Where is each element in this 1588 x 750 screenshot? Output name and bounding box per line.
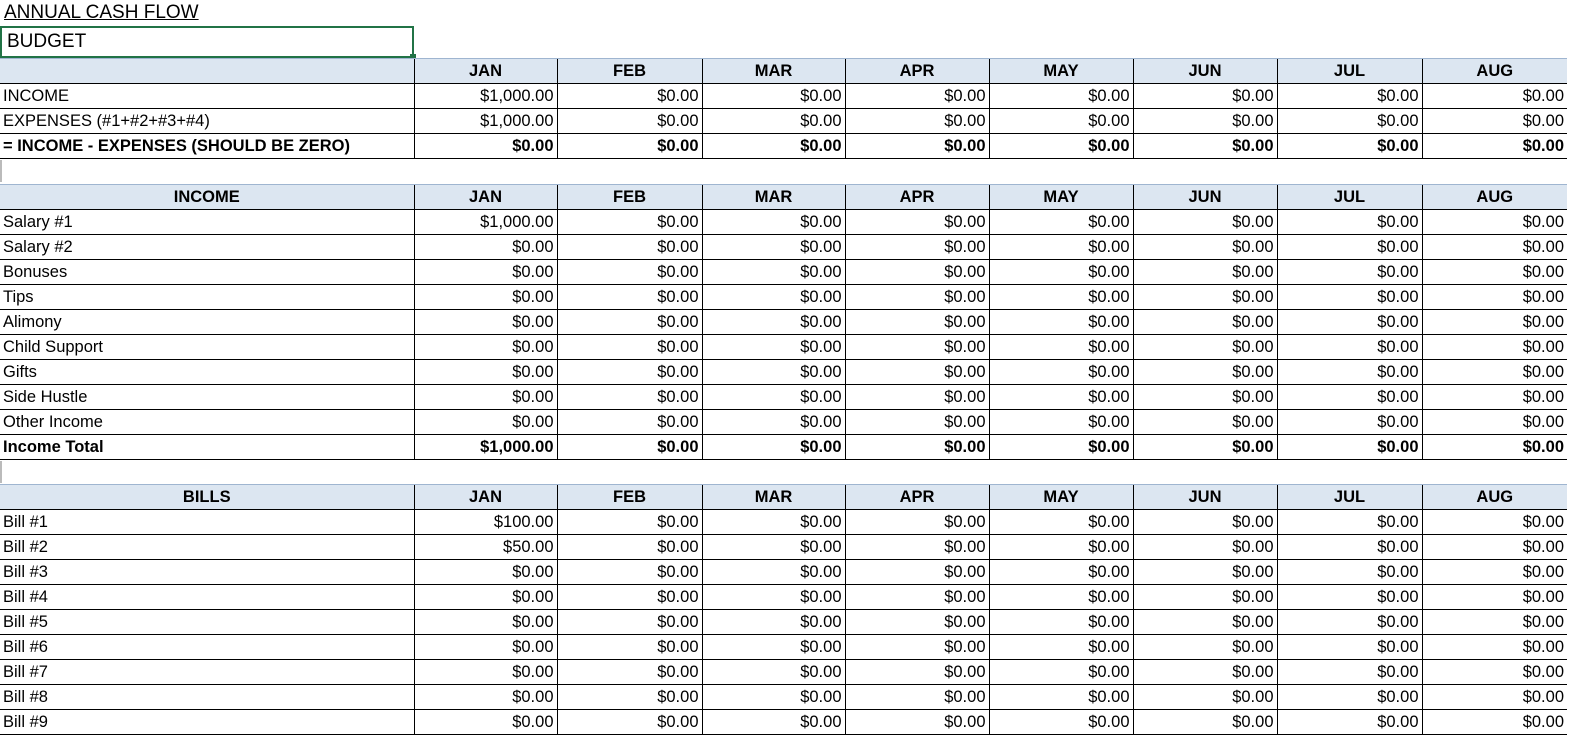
value-cell-jan[interactable]: $0.00 bbox=[414, 285, 557, 310]
value-cell-jun[interactable]: $0.00 bbox=[1133, 535, 1277, 560]
value-cell-jul[interactable]: $0.00 bbox=[1277, 410, 1422, 435]
value-cell-apr[interactable]: $0.00 bbox=[845, 385, 989, 410]
value-cell-aug[interactable]: $0.00 bbox=[1422, 535, 1567, 560]
value-cell-aug[interactable]: $0.00 bbox=[1422, 260, 1567, 285]
value-cell-jun[interactable]: $0.00 bbox=[1133, 335, 1277, 360]
row-label-cell[interactable]: Child Support bbox=[0, 335, 414, 360]
value-cell-jul[interactable]: $0.00 bbox=[1277, 134, 1422, 159]
value-cell-apr[interactable]: $0.00 bbox=[845, 260, 989, 285]
value-cell-apr[interactable]: $0.00 bbox=[845, 710, 989, 735]
value-cell-feb[interactable]: $0.00 bbox=[557, 134, 702, 159]
month-header-jun[interactable]: JUN bbox=[1133, 59, 1277, 84]
value-cell-mar[interactable]: $0.00 bbox=[702, 335, 845, 360]
value-cell-jul[interactable]: $0.00 bbox=[1277, 560, 1422, 585]
value-cell-jan[interactable]: $0.00 bbox=[414, 134, 557, 159]
value-cell-apr[interactable]: $0.00 bbox=[845, 610, 989, 635]
value-cell-jun[interactable]: $0.00 bbox=[1133, 360, 1277, 385]
row-label-cell[interactable]: Income Total bbox=[0, 435, 414, 460]
value-cell-jul[interactable]: $0.00 bbox=[1277, 660, 1422, 685]
row-label-cell[interactable]: Other Income bbox=[0, 410, 414, 435]
value-cell-aug[interactable]: $0.00 bbox=[1422, 560, 1567, 585]
value-cell-jan[interactable]: $100.00 bbox=[414, 510, 557, 535]
value-cell-jul[interactable]: $0.00 bbox=[1277, 360, 1422, 385]
month-header-jan[interactable]: JAN bbox=[414, 59, 557, 84]
summary-header-label[interactable] bbox=[0, 59, 414, 84]
page-title: ANNUAL CASH FLOW bbox=[4, 2, 199, 23]
value-cell-may[interactable]: $0.00 bbox=[989, 660, 1133, 685]
value-cell-jul[interactable]: $0.00 bbox=[1277, 385, 1422, 410]
row-gap bbox=[0, 461, 2, 483]
value-cell-mar[interactable]: $0.00 bbox=[702, 510, 845, 535]
value-cell-jun[interactable]: $0.00 bbox=[1133, 84, 1277, 109]
month-header-feb[interactable]: FEB bbox=[557, 185, 702, 210]
row-label-cell[interactable]: Alimony bbox=[0, 310, 414, 335]
value-cell-jan[interactable]: $0.00 bbox=[414, 335, 557, 360]
value-cell-feb[interactable]: $0.00 bbox=[557, 410, 702, 435]
value-cell-jun[interactable]: $0.00 bbox=[1133, 385, 1277, 410]
table-row bbox=[0, 310, 1567, 335]
value-cell-jun[interactable]: $0.00 bbox=[1133, 560, 1277, 585]
value-cell-jul[interactable]: $0.00 bbox=[1277, 585, 1422, 610]
value-cell-apr[interactable]: $0.00 bbox=[845, 335, 989, 360]
value-cell-aug[interactable]: $0.00 bbox=[1422, 310, 1567, 335]
value-cell-jan[interactable]: $1,000.00 bbox=[414, 84, 557, 109]
value-cell-feb[interactable]: $0.00 bbox=[557, 285, 702, 310]
value-cell-mar[interactable]: $0.00 bbox=[702, 210, 845, 235]
row-label-cell[interactable]: Bill #4 bbox=[0, 585, 414, 610]
value-cell-mar[interactable]: $0.00 bbox=[702, 660, 845, 685]
value-cell-jun[interactable]: $0.00 bbox=[1133, 660, 1277, 685]
value-cell-feb[interactable]: $0.00 bbox=[557, 685, 702, 710]
summary-header-row bbox=[0, 59, 1567, 84]
value-cell-may[interactable]: $0.00 bbox=[989, 109, 1133, 134]
value-cell-jan[interactable]: $0.00 bbox=[414, 685, 557, 710]
value-cell-apr[interactable]: $0.00 bbox=[845, 210, 989, 235]
table-row bbox=[0, 285, 1567, 310]
table-row bbox=[0, 510, 1567, 535]
value-cell-jun[interactable]: $0.00 bbox=[1133, 210, 1277, 235]
value-cell-jul[interactable]: $0.00 bbox=[1277, 635, 1422, 660]
value-cell-mar[interactable]: $0.00 bbox=[702, 685, 845, 710]
value-cell-jul[interactable]: $0.00 bbox=[1277, 610, 1422, 635]
value-cell-apr[interactable]: $0.00 bbox=[845, 510, 989, 535]
value-cell-jun[interactable]: $0.00 bbox=[1133, 109, 1277, 134]
value-cell-jul[interactable]: $0.00 bbox=[1277, 235, 1422, 260]
value-cell-may[interactable]: $0.00 bbox=[989, 260, 1133, 285]
value-cell-apr[interactable]: $0.00 bbox=[845, 360, 989, 385]
month-header-aug[interactable]: AUG bbox=[1422, 485, 1567, 510]
value-cell-mar[interactable]: $0.00 bbox=[702, 710, 845, 735]
row-label-cell[interactable]: Bill #7 bbox=[0, 660, 414, 685]
value-cell-feb[interactable]: $0.00 bbox=[557, 210, 702, 235]
value-cell-mar[interactable]: $0.00 bbox=[702, 585, 845, 610]
value-cell-apr[interactable]: $0.00 bbox=[845, 585, 989, 610]
value-cell-mar[interactable]: $0.00 bbox=[702, 560, 845, 585]
month-header-mar[interactable]: MAR bbox=[702, 185, 845, 210]
value-cell-jun[interactable]: $0.00 bbox=[1133, 610, 1277, 635]
row-gap bbox=[0, 160, 2, 182]
value-cell-mar[interactable]: $0.00 bbox=[702, 435, 845, 460]
bills-header-label[interactable]: BILLS bbox=[0, 485, 414, 510]
value-cell-aug[interactable]: $0.00 bbox=[1422, 335, 1567, 360]
value-cell-jul[interactable]: $0.00 bbox=[1277, 84, 1422, 109]
value-cell-may[interactable]: $0.00 bbox=[989, 310, 1133, 335]
month-header-jan[interactable]: JAN bbox=[414, 185, 557, 210]
row-label-cell[interactable]: Salary #2 bbox=[0, 235, 414, 260]
month-header-jul[interactable]: JUL bbox=[1277, 485, 1422, 510]
value-cell-apr[interactable]: $0.00 bbox=[845, 685, 989, 710]
value-cell-mar[interactable]: $0.00 bbox=[702, 610, 845, 635]
row-label-cell[interactable]: Gifts bbox=[0, 360, 414, 385]
value-cell-mar[interactable]: $0.00 bbox=[702, 310, 845, 335]
value-cell-jan[interactable]: $0.00 bbox=[414, 310, 557, 335]
value-cell-jun[interactable]: $0.00 bbox=[1133, 285, 1277, 310]
value-cell-apr[interactable]: $0.00 bbox=[845, 310, 989, 335]
value-cell-jul[interactable]: $0.00 bbox=[1277, 109, 1422, 134]
value-cell-jun[interactable]: $0.00 bbox=[1133, 134, 1277, 159]
month-header-apr[interactable]: APR bbox=[845, 485, 989, 510]
value-cell-jul[interactable]: $0.00 bbox=[1277, 285, 1422, 310]
table-row bbox=[0, 660, 1567, 685]
table-row bbox=[0, 385, 1567, 410]
table-row bbox=[0, 109, 1567, 134]
value-cell-jul[interactable]: $0.00 bbox=[1277, 210, 1422, 235]
value-cell-may[interactable]: $0.00 bbox=[989, 435, 1133, 460]
value-cell-jul[interactable]: $0.00 bbox=[1277, 685, 1422, 710]
value-cell-apr[interactable]: $0.00 bbox=[845, 285, 989, 310]
value-cell-may[interactable]: $0.00 bbox=[989, 510, 1133, 535]
value-cell-aug[interactable]: $0.00 bbox=[1422, 635, 1567, 660]
value-cell-mar[interactable]: $0.00 bbox=[702, 260, 845, 285]
value-cell-feb[interactable]: $0.00 bbox=[557, 660, 702, 685]
month-header-aug[interactable]: AUG bbox=[1422, 59, 1567, 84]
value-cell-aug[interactable]: $0.00 bbox=[1422, 285, 1567, 310]
value-cell-may[interactable]: $0.00 bbox=[989, 235, 1133, 260]
value-cell-apr[interactable]: $0.00 bbox=[845, 535, 989, 560]
value-cell-jan[interactable]: $50.00 bbox=[414, 535, 557, 560]
value-cell-jun[interactable]: $0.00 bbox=[1133, 310, 1277, 335]
value-cell-aug[interactable]: $0.00 bbox=[1422, 685, 1567, 710]
month-header-may[interactable]: MAY bbox=[989, 59, 1133, 84]
value-cell-aug[interactable]: $0.00 bbox=[1422, 660, 1567, 685]
value-cell-mar[interactable]: $0.00 bbox=[702, 360, 845, 385]
value-cell-may[interactable]: $0.00 bbox=[989, 685, 1133, 710]
row-label-cell[interactable]: Bill #6 bbox=[0, 635, 414, 660]
month-header-feb[interactable]: FEB bbox=[557, 485, 702, 510]
bills-header-row bbox=[0, 485, 1567, 510]
value-cell-apr[interactable]: $0.00 bbox=[845, 660, 989, 685]
table-row bbox=[0, 535, 1567, 560]
value-cell-feb[interactable]: $0.00 bbox=[557, 435, 702, 460]
value-cell-apr[interactable]: $0.00 bbox=[845, 134, 989, 159]
table-row bbox=[0, 235, 1567, 260]
value-cell-feb[interactable]: $0.00 bbox=[557, 360, 702, 385]
value-cell-jan[interactable]: $0.00 bbox=[414, 635, 557, 660]
value-cell-jun[interactable]: $0.00 bbox=[1133, 235, 1277, 260]
value-cell-jul[interactable]: $0.00 bbox=[1277, 535, 1422, 560]
value-cell-jan[interactable]: $0.00 bbox=[414, 710, 557, 735]
value-cell-may[interactable]: $0.00 bbox=[989, 385, 1133, 410]
value-cell-jan[interactable]: $1,000.00 bbox=[414, 435, 557, 460]
table-row bbox=[0, 360, 1567, 385]
value-cell-may[interactable]: $0.00 bbox=[989, 84, 1133, 109]
value-cell-jan[interactable]: $0.00 bbox=[414, 260, 557, 285]
value-cell-aug[interactable]: $0.00 bbox=[1422, 410, 1567, 435]
month-header-may[interactable]: MAY bbox=[989, 185, 1133, 210]
value-cell-feb[interactable]: $0.00 bbox=[557, 560, 702, 585]
value-cell-feb[interactable]: $0.00 bbox=[557, 335, 702, 360]
selected-cell-budget[interactable]: BUDGET bbox=[0, 26, 414, 58]
value-cell-feb[interactable]: $0.00 bbox=[557, 710, 702, 735]
value-cell-aug[interactable]: $0.00 bbox=[1422, 134, 1567, 159]
month-header-mar[interactable]: MAR bbox=[702, 485, 845, 510]
value-cell-feb[interactable]: $0.00 bbox=[557, 385, 702, 410]
value-cell-may[interactable]: $0.00 bbox=[989, 210, 1133, 235]
value-cell-jun[interactable]: $0.00 bbox=[1133, 510, 1277, 535]
value-cell-apr[interactable]: $0.00 bbox=[845, 410, 989, 435]
row-label-cell[interactable]: Side Hustle bbox=[0, 385, 414, 410]
table-row bbox=[0, 210, 1567, 235]
value-cell-jun[interactable]: $0.00 bbox=[1133, 435, 1277, 460]
table-row bbox=[0, 435, 1567, 460]
table-row bbox=[0, 710, 1567, 735]
row-label-cell[interactable]: Bill #8 bbox=[0, 685, 414, 710]
value-cell-aug[interactable]: $0.00 bbox=[1422, 210, 1567, 235]
table-row bbox=[0, 635, 1567, 660]
value-cell-feb[interactable]: $0.00 bbox=[557, 535, 702, 560]
value-cell-jun[interactable]: $0.00 bbox=[1133, 410, 1277, 435]
month-header-mar[interactable]: MAR bbox=[702, 59, 845, 84]
value-cell-may[interactable]: $0.00 bbox=[989, 335, 1133, 360]
table-row bbox=[0, 685, 1567, 710]
row-label-cell[interactable]: Bill #5 bbox=[0, 610, 414, 635]
table-row bbox=[0, 335, 1567, 360]
value-cell-feb[interactable]: $0.00 bbox=[557, 109, 702, 134]
value-cell-feb[interactable]: $0.00 bbox=[557, 260, 702, 285]
value-cell-may[interactable]: $0.00 bbox=[989, 360, 1133, 385]
row-label-cell[interactable]: INCOME bbox=[0, 84, 414, 109]
table-row bbox=[0, 585, 1567, 610]
value-cell-apr[interactable]: $0.00 bbox=[845, 560, 989, 585]
value-cell-mar[interactable]: $0.00 bbox=[702, 285, 845, 310]
row-label-cell[interactable]: Bill #3 bbox=[0, 560, 414, 585]
value-cell-aug[interactable]: $0.00 bbox=[1422, 385, 1567, 410]
value-cell-may[interactable]: $0.00 bbox=[989, 585, 1133, 610]
value-cell-aug[interactable]: $0.00 bbox=[1422, 610, 1567, 635]
month-header-feb[interactable]: FEB bbox=[557, 59, 702, 84]
row-label-cell[interactable]: Bill #1 bbox=[0, 510, 414, 535]
row-label-cell[interactable]: Bill #2 bbox=[0, 535, 414, 560]
month-header-jun[interactable]: JUN bbox=[1133, 185, 1277, 210]
income-header-row bbox=[0, 185, 1567, 210]
month-header-jun[interactable]: JUN bbox=[1133, 485, 1277, 510]
row-label-cell[interactable]: Bonuses bbox=[0, 260, 414, 285]
row-label-cell[interactable]: Tips bbox=[0, 285, 414, 310]
value-cell-jan[interactable]: $0.00 bbox=[414, 660, 557, 685]
value-cell-mar[interactable]: $0.00 bbox=[702, 635, 845, 660]
value-cell-apr[interactable]: $0.00 bbox=[845, 109, 989, 134]
value-cell-apr[interactable]: $0.00 bbox=[845, 235, 989, 260]
table-row bbox=[0, 560, 1567, 585]
value-cell-jan[interactable]: $0.00 bbox=[414, 610, 557, 635]
value-cell-mar[interactable]: $0.00 bbox=[702, 410, 845, 435]
value-cell-jan[interactable]: $0.00 bbox=[414, 410, 557, 435]
month-header-apr[interactable]: APR bbox=[845, 185, 989, 210]
month-header-aug[interactable]: AUG bbox=[1422, 185, 1567, 210]
value-cell-aug[interactable]: $0.00 bbox=[1422, 435, 1567, 460]
row-label-cell[interactable]: Salary #1 bbox=[0, 210, 414, 235]
month-header-jan[interactable]: JAN bbox=[414, 485, 557, 510]
value-cell-may[interactable]: $0.00 bbox=[989, 710, 1133, 735]
value-cell-may[interactable]: $0.00 bbox=[989, 535, 1133, 560]
value-cell-may[interactable]: $0.00 bbox=[989, 410, 1133, 435]
value-cell-jun[interactable]: $0.00 bbox=[1133, 260, 1277, 285]
value-cell-jan[interactable]: $0.00 bbox=[414, 560, 557, 585]
value-cell-jun[interactable]: $0.00 bbox=[1133, 710, 1277, 735]
month-header-jul[interactable]: JUL bbox=[1277, 185, 1422, 210]
value-cell-aug[interactable]: $0.00 bbox=[1422, 109, 1567, 134]
value-cell-jun[interactable]: $0.00 bbox=[1133, 685, 1277, 710]
value-cell-feb[interactable]: $0.00 bbox=[557, 510, 702, 535]
value-cell-jan[interactable]: $1,000.00 bbox=[414, 109, 557, 134]
value-cell-aug[interactable]: $0.00 bbox=[1422, 585, 1567, 610]
row-label-cell[interactable]: = INCOME - EXPENSES (SHOULD BE ZERO) bbox=[0, 134, 414, 159]
value-cell-apr[interactable]: $0.00 bbox=[845, 84, 989, 109]
value-cell-jul[interactable]: $0.00 bbox=[1277, 335, 1422, 360]
value-cell-mar[interactable]: $0.00 bbox=[702, 84, 845, 109]
row-label-cell[interactable]: Bill #9 bbox=[0, 710, 414, 735]
value-cell-mar[interactable]: $0.00 bbox=[702, 385, 845, 410]
month-header-apr[interactable]: APR bbox=[845, 59, 989, 84]
value-cell-may[interactable]: $0.00 bbox=[989, 610, 1133, 635]
income-table bbox=[0, 184, 1567, 460]
summary-table bbox=[0, 58, 1567, 159]
value-cell-jul[interactable]: $0.00 bbox=[1277, 510, 1422, 535]
value-cell-may[interactable]: $0.00 bbox=[989, 134, 1133, 159]
value-cell-feb[interactable]: $0.00 bbox=[557, 235, 702, 260]
value-cell-mar[interactable]: $0.00 bbox=[702, 109, 845, 134]
value-cell-jan[interactable]: $0.00 bbox=[414, 385, 557, 410]
value-cell-aug[interactable]: $0.00 bbox=[1422, 235, 1567, 260]
value-cell-jul[interactable]: $0.00 bbox=[1277, 310, 1422, 335]
table-row bbox=[0, 260, 1567, 285]
value-cell-apr[interactable]: $0.00 bbox=[845, 635, 989, 660]
table-row bbox=[0, 410, 1567, 435]
table-row bbox=[0, 84, 1567, 109]
table-row bbox=[0, 134, 1567, 159]
value-cell-may[interactable]: $0.00 bbox=[989, 635, 1133, 660]
value-cell-mar[interactable]: $0.00 bbox=[702, 235, 845, 260]
value-cell-jun[interactable]: $0.00 bbox=[1133, 635, 1277, 660]
value-cell-aug[interactable]: $0.00 bbox=[1422, 510, 1567, 535]
income-header-label[interactable]: INCOME bbox=[0, 185, 414, 210]
value-cell-feb[interactable]: $0.00 bbox=[557, 84, 702, 109]
value-cell-jul[interactable]: $0.00 bbox=[1277, 435, 1422, 460]
value-cell-feb[interactable]: $0.00 bbox=[557, 310, 702, 335]
value-cell-aug[interactable]: $0.00 bbox=[1422, 710, 1567, 735]
value-cell-jan[interactable]: $1,000.00 bbox=[414, 210, 557, 235]
value-cell-apr[interactable]: $0.00 bbox=[845, 435, 989, 460]
value-cell-aug[interactable]: $0.00 bbox=[1422, 84, 1567, 109]
row-label-cell[interactable]: EXPENSES (#1+#2+#3+#4) bbox=[0, 109, 414, 134]
value-cell-jan[interactable]: $0.00 bbox=[414, 360, 557, 385]
value-cell-jul[interactable]: $0.00 bbox=[1277, 710, 1422, 735]
value-cell-may[interactable]: $0.00 bbox=[989, 560, 1133, 585]
value-cell-jan[interactable]: $0.00 bbox=[414, 585, 557, 610]
value-cell-feb[interactable]: $0.00 bbox=[557, 635, 702, 660]
value-cell-jul[interactable]: $0.00 bbox=[1277, 260, 1422, 285]
value-cell-mar[interactable]: $0.00 bbox=[702, 535, 845, 560]
value-cell-aug[interactable]: $0.00 bbox=[1422, 360, 1567, 385]
value-cell-may[interactable]: $0.00 bbox=[989, 285, 1133, 310]
month-header-jul[interactable]: JUL bbox=[1277, 59, 1422, 84]
month-header-may[interactable]: MAY bbox=[989, 485, 1133, 510]
value-cell-mar[interactable]: $0.00 bbox=[702, 134, 845, 159]
value-cell-feb[interactable]: $0.00 bbox=[557, 610, 702, 635]
value-cell-jun[interactable]: $0.00 bbox=[1133, 585, 1277, 610]
bills-table bbox=[0, 484, 1567, 735]
value-cell-jan[interactable]: $0.00 bbox=[414, 235, 557, 260]
value-cell-feb[interactable]: $0.00 bbox=[557, 585, 702, 610]
table-row bbox=[0, 610, 1567, 635]
